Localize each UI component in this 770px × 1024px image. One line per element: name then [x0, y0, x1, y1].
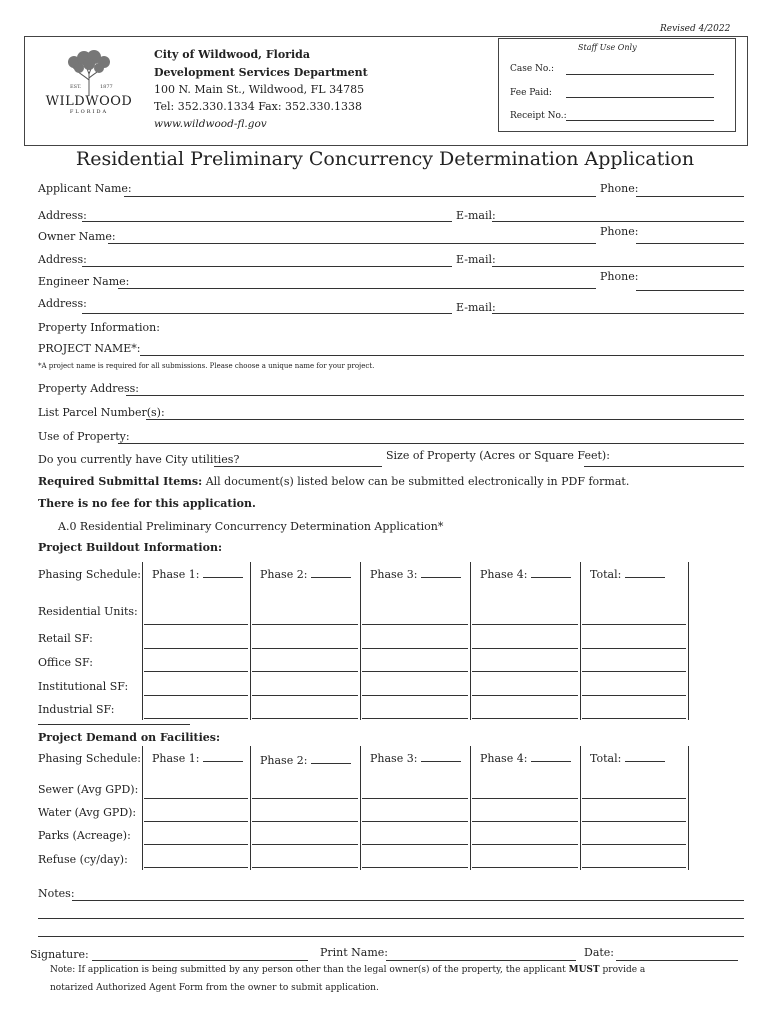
demand-divider — [142, 746, 143, 870]
demand-divider — [470, 746, 471, 870]
demand-cell[interactable] — [252, 867, 358, 868]
size-of-property-field[interactable] — [584, 466, 744, 467]
project-name-field[interactable] — [140, 355, 744, 356]
applicant-name-field[interactable] — [124, 196, 596, 197]
project-name-label: PROJECT NAME*: — [38, 342, 141, 355]
demand-cell[interactable] — [582, 867, 686, 868]
buildout-cell[interactable] — [472, 695, 578, 696]
owner-phone-field[interactable] — [636, 243, 744, 244]
engineer-name-label: Engineer Name: — [38, 275, 130, 288]
buildout-cell[interactable] — [582, 671, 686, 672]
notes-line-2[interactable] — [38, 918, 744, 919]
submittal-description: All document(s) listed below can be submitted electronically in PDF format. — [202, 475, 630, 488]
logo-subtext: FLORIDA — [69, 109, 109, 115]
buildout-phase-4: Phase 4: — [480, 568, 571, 581]
owner-address-label: Address: — [38, 253, 87, 266]
case-no-label: Case No.: — [510, 64, 555, 74]
buildout-row-label: Office SF: — [38, 656, 93, 669]
fee-paid-field[interactable] — [566, 97, 714, 98]
demand-cell[interactable] — [472, 867, 578, 868]
buildout-cell[interactable] — [362, 671, 468, 672]
owner-name-field[interactable] — [108, 243, 596, 244]
owner-address-field[interactable] — [82, 266, 452, 267]
city-phone-fax: Tel: 352.330.1334 Fax: 352.330.1338 — [154, 100, 363, 113]
notes-label: Notes: — [38, 887, 75, 900]
city-address: 100 N. Main St., Wildwood, FL 34785 — [154, 83, 365, 96]
buildout-divider — [360, 562, 361, 720]
demand-cell[interactable] — [362, 867, 468, 868]
fee-paid-label: Fee Paid: — [510, 88, 552, 98]
buildout-row-label: Institutional SF: — [38, 680, 129, 693]
buildout-cell[interactable] — [144, 624, 248, 625]
demand-cell[interactable] — [472, 844, 578, 845]
print-name-label: Print Name: — [320, 946, 389, 959]
buildout-total: Total: — [590, 568, 665, 581]
buildout-schedule-label: Phasing Schedule: — [38, 568, 141, 581]
buildout-cell[interactable] — [472, 718, 578, 719]
buildout-cell[interactable] — [144, 718, 248, 719]
city-utilities-label: Do you currently have City utilities? — [38, 453, 240, 466]
buildout-phase-1: Phase 1: — [152, 568, 243, 581]
demand-heading: Project Demand on Facilities: — [38, 731, 221, 744]
property-info-label: Property Information: — [38, 321, 160, 334]
parcel-numbers-label: List Parcel Number(s): — [38, 406, 165, 419]
demand-cell[interactable] — [252, 798, 358, 799]
demand-row-label: Sewer (Avg GPD): — [38, 783, 139, 796]
signature-label: Signature: — [30, 948, 89, 961]
buildout-cell[interactable] — [144, 671, 248, 672]
size-of-property-label: Size of Property (Acres or Square Feet): — [386, 449, 610, 462]
signature-field[interactable] — [92, 960, 308, 961]
print-name-field[interactable] — [386, 960, 576, 961]
use-of-property-label: Use of Property: — [38, 430, 130, 443]
demand-phase-4: Phase 4: — [480, 752, 571, 765]
engineer-email-field[interactable] — [492, 313, 744, 314]
case-no-field[interactable] — [566, 74, 714, 75]
buildout-divider — [580, 562, 581, 720]
buildout-cell[interactable] — [252, 648, 358, 649]
city-name: City of Wildwood, Florida — [154, 48, 310, 61]
demand-cell[interactable] — [144, 798, 248, 799]
demand-cell[interactable] — [362, 798, 468, 799]
form-title: Residential Preliminary Concurrency Determination Application — [75, 148, 695, 170]
submittal-item: A.0 Residential Preliminary Concurrency Determination Application* — [58, 520, 444, 533]
date-field[interactable] — [616, 960, 738, 961]
buildout-cell[interactable] — [362, 695, 468, 696]
demand-row-label: Water (Avg GPD): — [38, 806, 137, 819]
applicant-email-label: E-mail: — [456, 209, 496, 222]
buildout-cell[interactable] — [252, 695, 358, 696]
parcel-numbers-field[interactable] — [146, 419, 744, 420]
buildout-row-label: Retail SF: — [38, 632, 93, 645]
owner-email-field[interactable] — [492, 266, 744, 267]
buildout-phase-2: Phase 2: — [260, 568, 351, 581]
tree-icon — [44, 50, 134, 98]
demand-phase-2: Phase 2: — [260, 754, 351, 767]
demand-cell[interactable] — [582, 798, 686, 799]
demand-cell[interactable] — [472, 821, 578, 822]
demand-cell[interactable] — [582, 821, 686, 822]
city-utilities-field[interactable] — [214, 466, 382, 467]
demand-cell[interactable] — [582, 844, 686, 845]
applicant-address-label: Address: — [38, 209, 87, 222]
buildout-cell[interactable] — [472, 648, 578, 649]
demand-cell[interactable] — [362, 821, 468, 822]
svg-text:EST.: EST. — [70, 84, 82, 90]
receipt-no-field[interactable] — [566, 120, 714, 121]
buildout-cell[interactable] — [582, 624, 686, 625]
buildout-cell[interactable] — [144, 648, 248, 649]
city-website[interactable]: www.wildwood-fl.gov — [154, 118, 267, 130]
buildout-cell[interactable] — [582, 648, 686, 649]
date-label: Date: — [584, 946, 615, 959]
buildout-heading: Project Buildout Information: — [38, 541, 223, 554]
demand-cell[interactable] — [252, 821, 358, 822]
demand-total: Total: — [590, 752, 665, 765]
applicant-email-field[interactable] — [492, 221, 744, 222]
property-address-label: Property Address: — [38, 382, 140, 395]
demand-divider — [250, 746, 251, 870]
demand-phase-3: Phase 3: — [370, 752, 461, 765]
buildout-divider — [688, 562, 689, 720]
engineer-email-label: E-mail: — [456, 301, 496, 314]
revised-date: Revised 4/2022 — [660, 24, 731, 34]
section-divider — [38, 724, 190, 725]
buildout-divider — [470, 562, 471, 720]
buildout-cell[interactable] — [472, 671, 578, 672]
demand-row-label: Parks (Acreage): — [38, 829, 131, 842]
engineer-phone-label: Phone: — [600, 270, 639, 283]
demand-divider — [580, 746, 581, 870]
buildout-cell[interactable] — [144, 695, 248, 696]
no-fee-note: There is no fee for this application. — [38, 497, 256, 510]
notes-line-3[interactable] — [38, 936, 744, 937]
staff-use-title: Staff Use Only — [578, 43, 637, 52]
buildout-cell[interactable] — [252, 718, 358, 719]
demand-divider — [688, 746, 689, 870]
property-address-field[interactable] — [126, 395, 744, 396]
footer-note-line-2: notarized Authorized Agent Form from the owner to submit application. — [50, 983, 379, 993]
receipt-no-label: Receipt No.: — [510, 111, 567, 121]
demand-cell[interactable] — [144, 821, 248, 822]
demand-schedule-label: Phasing Schedule: — [38, 752, 141, 765]
owner-phone-label: Phone: — [600, 225, 639, 238]
applicant-address-field[interactable] — [82, 221, 452, 222]
buildout-divider — [250, 562, 251, 720]
buildout-cell[interactable] — [252, 671, 358, 672]
applicant-phone-label: Phone: — [600, 182, 639, 195]
demand-row-label: Refuse (cy/day): — [38, 853, 128, 866]
engineer-address-field[interactable] — [82, 313, 452, 314]
applicant-name-label: Applicant Name: — [38, 182, 132, 195]
submittal-heading: Required Submittal Items: — [38, 475, 203, 488]
demand-cell[interactable] — [144, 867, 248, 868]
buildout-row-label: Industrial SF: — [38, 703, 115, 716]
submittal-text — [38, 475, 629, 488]
project-name-note: *A project name is required for all submissions. Please choose a unique name for your project. — [38, 362, 375, 370]
buildout-cell[interactable] — [582, 718, 686, 719]
notes-line-1[interactable] — [72, 900, 744, 901]
demand-cell[interactable] — [472, 798, 578, 799]
buildout-phase-3: Phase 3: — [370, 568, 461, 581]
buildout-cell[interactable] — [362, 624, 468, 625]
buildout-cell[interactable] — [362, 718, 468, 719]
svg-text:1877: 1877 — [100, 84, 113, 90]
buildout-cell[interactable] — [582, 695, 686, 696]
engineer-name-field[interactable] — [118, 288, 596, 289]
footer-note: Note: If application is being submitted by any person other than the legal owner(s) of the property, the applicant MUST provide a — [50, 965, 646, 975]
demand-cell[interactable] — [252, 844, 358, 845]
buildout-cell[interactable] — [472, 624, 578, 625]
applicant-phone-field[interactable] — [636, 196, 744, 197]
buildout-divider — [142, 562, 143, 720]
use-of-property-field[interactable] — [118, 443, 744, 444]
buildout-cell[interactable] — [362, 648, 468, 649]
owner-email-label: E-mail: — [456, 253, 496, 266]
owner-name-label: Owner Name: — [38, 230, 116, 243]
demand-cell[interactable] — [144, 844, 248, 845]
buildout-cell[interactable] — [252, 624, 358, 625]
engineer-address-label: Address: — [38, 297, 87, 310]
department-name: Development Services Department — [154, 66, 368, 79]
logo-text: WILDWOOD — [45, 94, 133, 109]
engineer-phone-field[interactable] — [636, 290, 744, 291]
buildout-row-label: Residential Units: — [38, 605, 138, 618]
demand-phase-1: Phase 1: — [152, 752, 243, 765]
demand-divider — [360, 746, 361, 870]
city-logo — [44, 50, 134, 116]
demand-cell[interactable] — [362, 844, 468, 845]
